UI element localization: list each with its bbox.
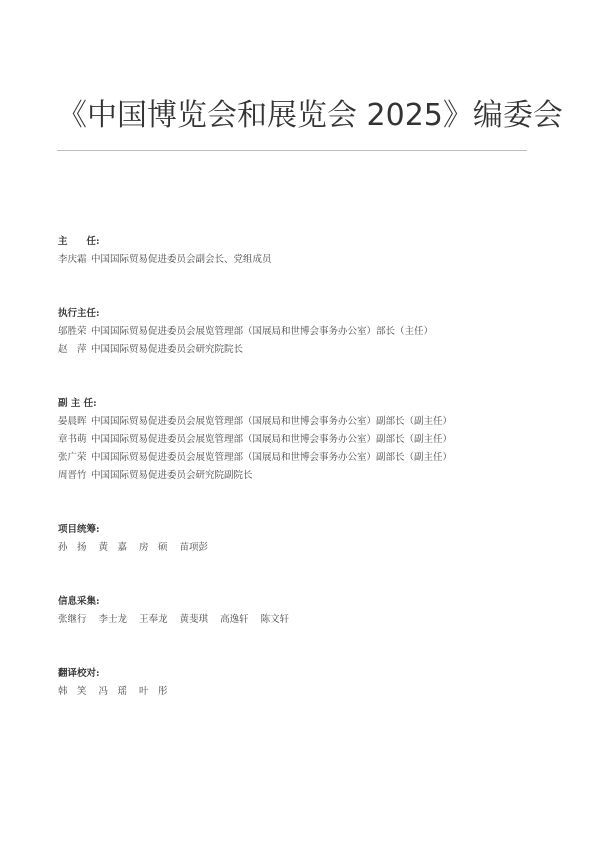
member-line [58, 323, 538, 341]
member-role: 中国国际贸易促进委员会研究院副院长 [91, 470, 253, 481]
member-line [58, 341, 538, 359]
name-item: 苗项彭 [179, 542, 209, 553]
name-item: 张继行 [58, 614, 87, 625]
name-item: 房 硕 [139, 542, 168, 553]
names-row [58, 539, 538, 557]
section-heading: 主 任: [58, 236, 100, 247]
member-line [58, 467, 538, 485]
name-item: 叶 彤 [139, 686, 168, 697]
section-information-collection [58, 593, 538, 629]
member-role: 中国国际贸易促进委员会展览管理部（国展局和世博会事务办公室）部长（主任） [91, 326, 434, 337]
member-role: 中国国际贸易促进委员会研究院院长 [91, 344, 244, 355]
section-director [58, 233, 538, 269]
name-item: 黄 嘉 [98, 542, 128, 553]
names-row [58, 611, 538, 629]
member-name: 周晋竹 [58, 470, 87, 481]
section-heading: 翻译校对: [58, 668, 100, 679]
section-project-coordination [58, 521, 538, 557]
section-executive-director [58, 305, 538, 359]
names-row [58, 683, 538, 701]
section-heading: 执行主任: [58, 308, 100, 319]
section-heading: 副 主 任: [58, 398, 97, 409]
name-item: 王奉龙 [139, 614, 168, 625]
member-role: 中国国际贸易促进委员会展览管理部（国展局和世博会事务办公室）副部长（副主任） [91, 452, 453, 463]
member-name: 张广荣 [58, 452, 87, 463]
name-item: 黄斐琪 [179, 614, 209, 625]
name-item: 冯 瑶 [98, 686, 128, 697]
name-item: 韩 笑 [58, 686, 87, 697]
member-line [58, 449, 538, 467]
name-item: 李士龙 [98, 614, 128, 625]
section-heading: 信息采集: [58, 596, 100, 607]
member-role: 中国国际贸易促进委员会展览管理部（国展局和世博会事务办公室）副部长（副主任） [91, 434, 453, 445]
member-line [58, 251, 538, 269]
title-divider [57, 150, 527, 151]
name-item: 陈文轩 [260, 614, 290, 625]
member-name: 邬胜荣 [58, 326, 87, 337]
section-heading: 项目统筹: [58, 524, 100, 535]
member-line [58, 413, 538, 431]
member-name: 李庆霜 [58, 254, 87, 265]
member-name: 赵 萍 [58, 344, 87, 355]
member-name: 章书萌 [58, 434, 87, 445]
section-translation-proofreading [58, 665, 538, 701]
section-deputy-director [58, 395, 538, 485]
name-item: 孙 扬 [58, 542, 87, 553]
member-role: 中国国际贸易促进委员会展览管理部（国展局和世博会事务办公室）副部长（副主任） [91, 416, 453, 427]
member-line [58, 431, 538, 449]
name-item: 高逸轩 [220, 614, 249, 625]
member-role: 中国国际贸易促进委员会副会长、党组成员 [91, 254, 272, 265]
page-title: 《中国博览会和展览会 2025》编委会 [57, 98, 563, 133]
member-name: 晏晨晖 [58, 416, 87, 427]
